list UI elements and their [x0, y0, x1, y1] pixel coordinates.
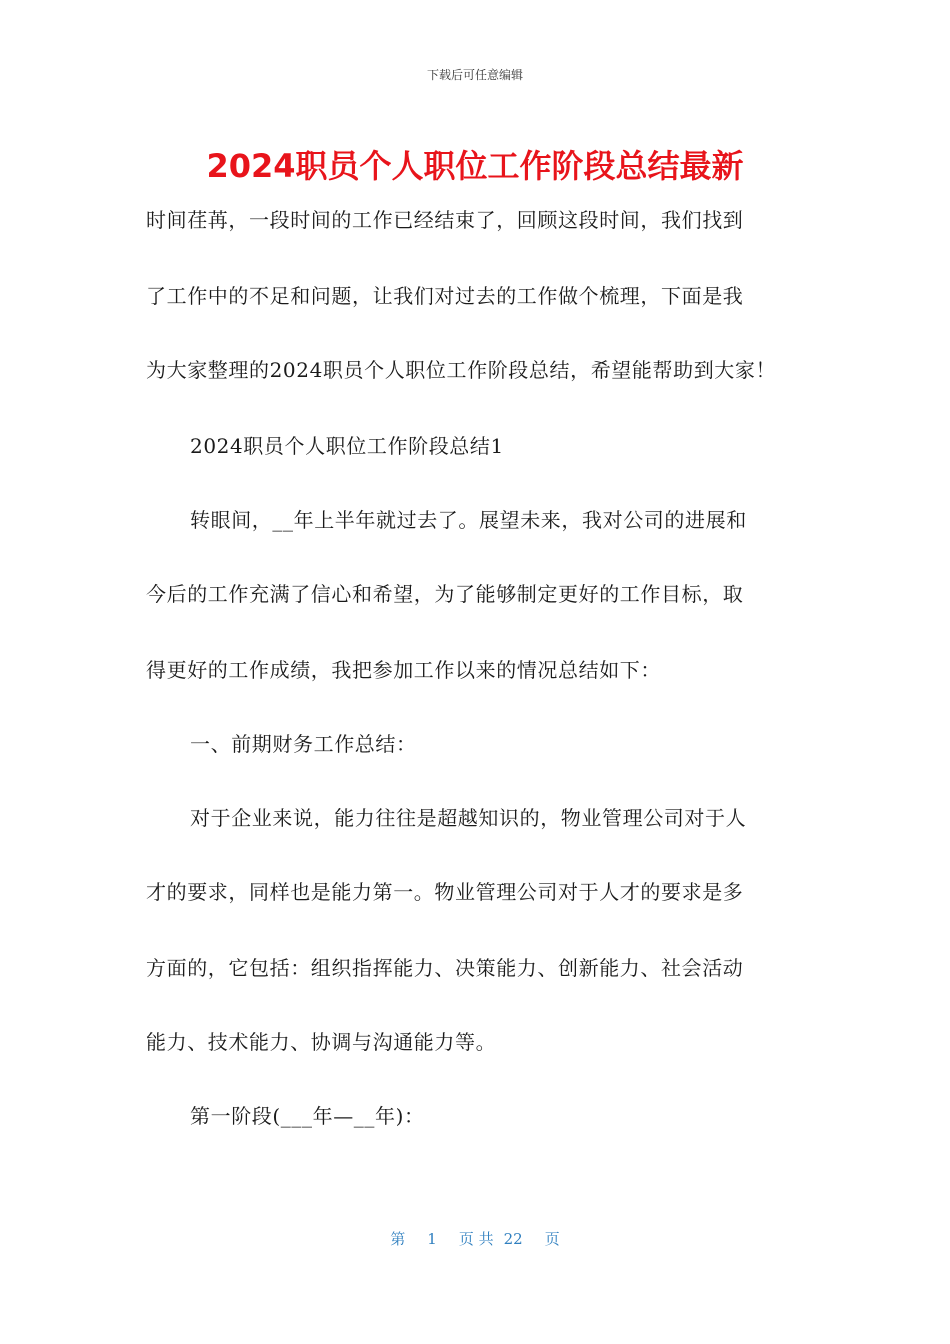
paragraph-line: 转眼间，__年上半年就过去了。展望未来，我对公司的进展和 [190, 508, 747, 532]
paragraph-line: 得更好的工作成绩，我把参加工作以来的情况总结如下： [146, 658, 661, 682]
paragraph-line: 才的要求，同样也是能力第一。物业管理公司对于人才的要求是多 [146, 880, 744, 904]
paragraph-line: 方面的，它包括：组织指挥能力、决策能力、创新能力、社会活动 [146, 956, 744, 980]
section-heading: 2024职员个人职位工作阶段总结1 [190, 434, 504, 458]
total-pages-number: 22 [503, 1230, 523, 1248]
footer-suffix: 页 [544, 1230, 560, 1248]
page-footer [0, 1228, 950, 1249]
subsection-heading: 一、前期财务工作总结： [190, 732, 417, 756]
footer-prefix: 第 [390, 1230, 406, 1248]
header-note: 下载后可任意编辑 [426, 68, 523, 82]
paragraph-line: 能力、技术能力、协调与沟通能力等。 [146, 1030, 497, 1054]
paragraph-line: 时间荏苒，一段时间的工作已经结束了，回顾这段时间，我们找到 [146, 208, 744, 232]
stage-heading: 第一阶段(___年—__年)： [190, 1104, 425, 1128]
paragraph-line: 对于企业来说，能力往往是超越知识的，物业管理公司对于人 [190, 806, 747, 830]
document-title: 2024职员个人职位工作阶段总结最新 [206, 147, 744, 185]
paragraph-line: 今后的工作充满了信心和希望，为了能够制定更好的工作目标，取 [146, 582, 744, 606]
paragraph-line: 为大家整理的2024职员个人职位工作阶段总结，希望能帮助到大家！ [146, 358, 777, 382]
paragraph-line: 了工作中的不足和问题，让我们对过去的工作做个梳理，下面是我 [146, 284, 744, 308]
footer-middle: 页 共 [458, 1230, 494, 1248]
current-page-number: 1 [427, 1230, 437, 1248]
